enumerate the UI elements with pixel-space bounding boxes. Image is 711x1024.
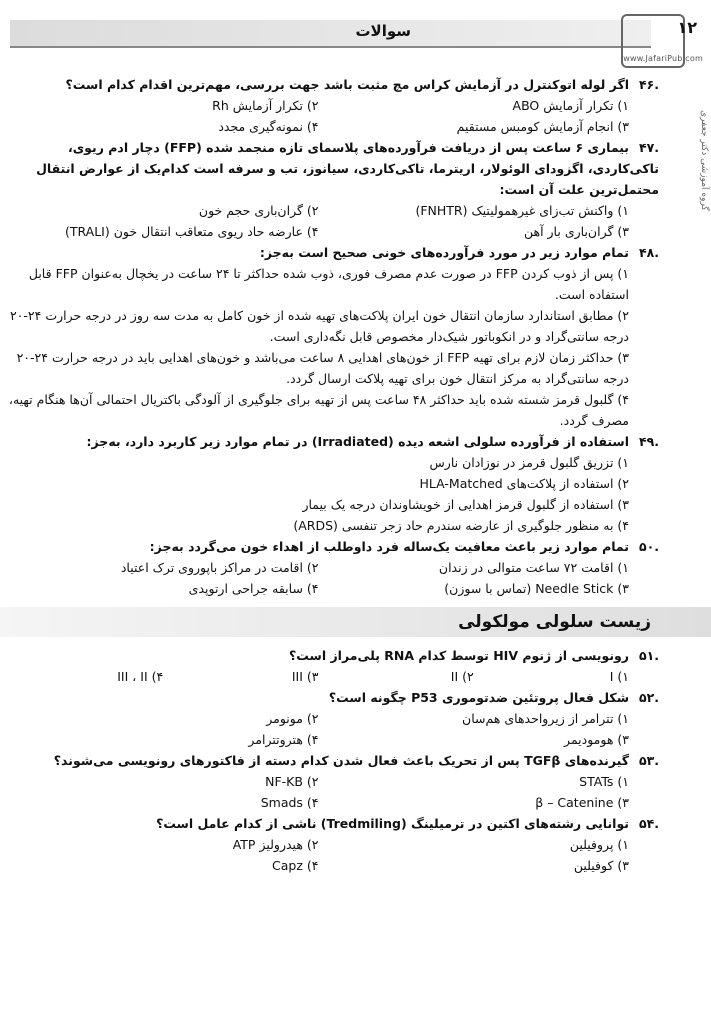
- option: ۳) III: [291, 669, 319, 684]
- option: ۲) NF-KB: [265, 774, 319, 789]
- question-52: .۵۲شکل فعال پروتئین ضدتوموری P53 چگونه است؟ ۱) تترامر از زیرواحدهای هم‌سان ۲) مونومر ۳) هومودیمر ۴) هتروتترامر: [8, 687, 659, 750]
- option: ۴) Capz: [272, 858, 319, 873]
- question-51: .۵۱رونویسی از ژنوم HIV توسط کدام RNA پلی‌مراز است؟ ۱) I ۲) II ۳) III ۴) III ، II: [8, 645, 659, 687]
- option: ۴) نمونه‌گیری مجدد: [218, 119, 319, 134]
- question-53: .۵۳گیرنده‌های TGFβ پس از تحریک باعث فعال شدن کدام دسته از فاکتورهای رونویسی می‌شوند؟ ۱) STATs ۲) NF-KB ۳) β – Catenine ۴) Smads: [8, 750, 659, 813]
- option: ۳) استفاده از گلبول قرمز اهدایی از خویشاوندان درجه یک بیمار: [302, 497, 629, 512]
- question-48: .۴۸تمام موارد زیر در مورد فرآورده‌های خونی صحیح است به‌جز: ۱) پس از ذوب کردن FFP در صورت عدم مصرف فوری، ذوب شده حداکثر تا ۲۴ ساعت در یخچال به‌عنوان FFP قابل استفاده است. ۲) مطابق استاندارد سازمان انتقال خون ایران پلاکت‌های تهیه شده از خون کامل به مدت سه روز در درجه حرارت ۲۴-۲۰ درجه سانتی‌گراد و در انکوباتور شیک‌دار مخصوص قابل نگه‌داری است. ۳) حداکثر زمان لازم برای تهیه FFP از خون‌های اهدایی ۸ ساعت می‌باشد و خون‌های اهدایی باید در درجه حرارت ۲۴-۲۰ درجه سانتی‌گراد به مرکز انتقال خون برای تهیه پلاکت ارسال گردد. ۴) گلبول قرمز شسته شده باید حداکثر ۴۸ ساعت پس از تهیه برای جلوگیری از آلودگی باکتریال احتمالی آن‌ها هنگام تهیه، مصرف گردد.: [8, 242, 659, 431]
- option: ۱) واکنش تب‌زای غیرهمولیتیک (FNHTR): [415, 203, 629, 218]
- question-54: .۵۴توانایی رشته‌های اکتین در ترمیلینگ (Tredmiling) ناشی از کدام عامل است؟ ۱) پروفیلین ۲) هیدرولیز ATP ۳) کوفیلین ۴) Capz: [8, 813, 659, 876]
- option: ۴) به منظور جلوگیری از عارضه سندرم حاد زجر تنفسی (ARDS): [293, 518, 629, 533]
- page-header: [0, 14, 711, 48]
- option: ۳) β – Catenine: [535, 795, 629, 810]
- questions-content: [8, 74, 659, 876]
- option: ۱) اقامت ۷۲ ساعت متوالی در زندان: [438, 560, 629, 575]
- option: ۲) گران‌باری حجم خون: [198, 203, 319, 218]
- option: ۴) هتروتترامر: [248, 732, 319, 747]
- question-46: .۴۶اگر لوله اتوکنترل در آزمایش کراس مچ مثبت باشد جهت بررسی، مهم‌ترین اقدام کدام است؟ ۱) تکرار آزمایش ABO ۲) تکرار آزمایش Rh ۳) انجام آزمایش کومبس مستقیم ۴) نمونه‌گیری مجدد: [8, 74, 659, 137]
- option: ۱) پروفیلین: [569, 837, 629, 852]
- section-heading: زیست سلولی مولکولی: [0, 607, 711, 637]
- side-watermark-text: گروه آموزشی دکتر جعفری: [699, 110, 709, 211]
- option: ۲) تکرار آزمایش Rh: [212, 98, 319, 113]
- option: ۲) مطابق استاندارد سازمان انتقال خون ایران پلاکت‌های تهیه شده از خون کامل به مدت سه روز در درجه حرارت ۲۴-۲۰ درجه سانتی‌گراد و در انکوباتور شیک‌دار مخصوص قابل نگه‌داری است.: [9, 308, 629, 344]
- option: ۲) اقامت در مراکز باپوروی ترک اعتیاد: [120, 560, 319, 575]
- option: ۱) پس از ذوب کردن FFP در صورت عدم مصرف فوری، ذوب شده حداکثر تا ۲۴ ساعت در یخچال به‌عنوان FFP قابل استفاده است.: [28, 266, 629, 302]
- option: ۱) تترامر از زیرواحدهای هم‌سان: [462, 711, 629, 726]
- option: ۴) سابقه جراحی ارتوپدی: [188, 581, 319, 596]
- question-47: .۴۷بیماری ۶ ساعت پس از دریافت فرآورده‌های پلاسمای تازه منجمد شده (FFP) دچار ادم ریوی، تاکی‌کاردی، اگزودای الوئولار، اریترما، تاکی‌کاردی، سیانوز، تب و سرفه است کدام‌یک از عوارض انتقال محتمل‌ترین علت آن است: ۱) واکنش تب‌زای غیرهمولیتیک (FNHTR) ۲) گران‌باری حجم خون ۳) گران‌باری بار آهن ۴) عارضه حاد ریوی متعاقب انتقال خون (TRALI): [8, 137, 659, 242]
- option: ۳) حداکثر زمان لازم برای تهیه FFP از خون‌های اهدایی ۸ ساعت می‌باشد و خون‌های اهدایی باید در درجه حرارت ۲۴-۲۰ درجه سانتی‌گراد به مرکز انتقال خون برای تهیه پلاکت ارسال گردد.: [16, 350, 629, 386]
- question-49: .۴۹استفاده از فرآورده سلولی اشعه دیده (Irradiated) در تمام موارد زیر کاربرد دارد، به‌جز: ۱) تزریق گلبول قرمز در نوزادان نارس ۲) استفاده از پلاکت‌های HLA-Matched ۳) استفاده از گلبول قرمز اهدایی از خویشاوندان درجه یک بیمار ۴) به منظور جلوگیری از عارضه سندرم حاد زجر تنفسی (ARDS): [8, 431, 659, 536]
- option: ۱) تکرار آزمایش ABO: [512, 98, 629, 113]
- option: ۳) هومودیمر: [564, 732, 629, 747]
- option: ۴) Smads: [260, 795, 319, 810]
- site-url: www.JafariPub.com: [623, 54, 703, 63]
- page-title: سوالات: [355, 22, 411, 40]
- option: ۳) Needle Stick (تماس با سوزن): [444, 581, 629, 596]
- option: ۳) کوفیلین: [573, 858, 629, 873]
- option: ۱) تزریق گلبول قرمز در نوزادان نارس: [429, 455, 629, 470]
- option: ۲) II: [450, 669, 474, 684]
- option: ۲) هیدرولیز ATP: [232, 837, 319, 852]
- option: ۳) گران‌باری بار آهن: [523, 224, 629, 239]
- page-number: ۱۲: [677, 18, 697, 37]
- option: ۲) مونومر: [266, 711, 319, 726]
- option: ۴) III ، II: [117, 669, 164, 684]
- option: ۴) عارضه حاد ریوی متعاقب انتقال خون (TRALI): [64, 224, 319, 239]
- question-50: .۵۰تمام موارد زیر باعث معافیت یک‌ساله فرد داوطلب از اهداء خون می‌گردد به‌جز: ۱) اقامت ۷۲ ساعت متوالی در زندان ۲) اقامت در مراکز باپوروی ترک اعتیاد ۳) Needle Stick (تماس با سوزن) ۴) سابقه جراحی ارتوپدی: [8, 536, 659, 599]
- option: ۱) I: [609, 669, 629, 684]
- header-bar: [10, 20, 651, 48]
- option: ۴) گلبول قرمز شسته شده باید حداکثر ۴۸ ساعت پس از تهیه برای جلوگیری از آلودگی باکتریال احتمالی آن‌ها هنگام تهیه، مصرف گردد.: [8, 392, 629, 428]
- option: ۳) انجام آزمایش کومبس مستقیم: [456, 119, 629, 134]
- option: ۲) استفاده از پلاکت‌های HLA-Matched: [419, 476, 629, 491]
- option: ۱) STATs: [579, 774, 629, 789]
